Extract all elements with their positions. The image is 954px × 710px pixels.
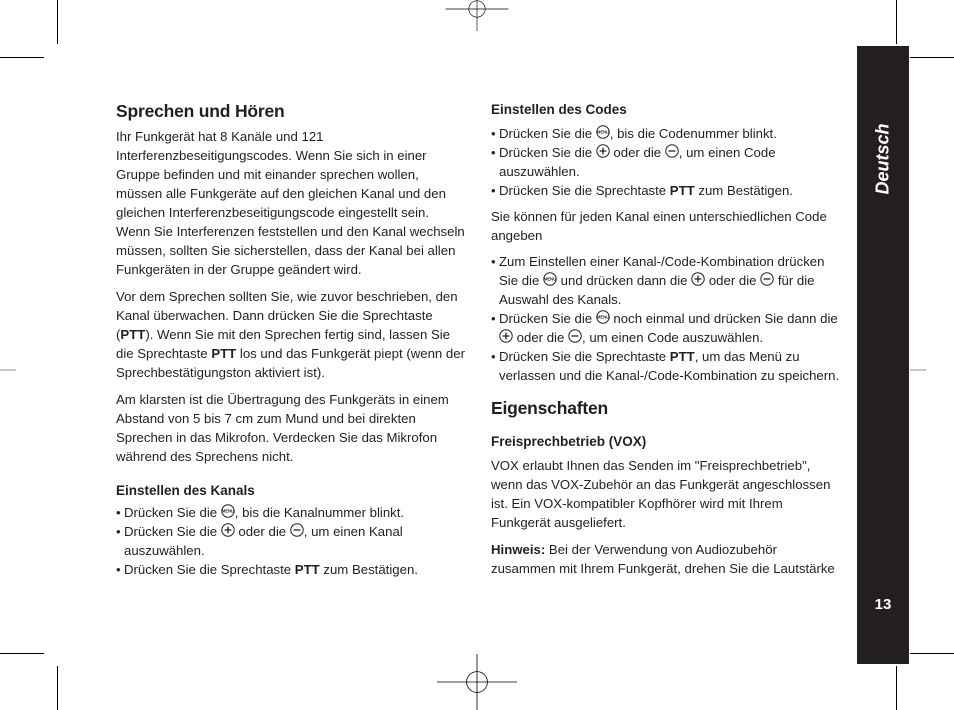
- list-item: • Drücken Sie die Sprechtaste PTT zum Bestätigen.: [491, 181, 843, 200]
- ptt-label: PTT: [294, 562, 320, 577]
- list-item: • Drücken Sie die Sprechtaste PTT zum Bestätigen.: [116, 560, 466, 579]
- registration-mark-bottom: [427, 654, 527, 710]
- language-label-box: [857, 104, 909, 214]
- ptt-label: PTT: [120, 327, 146, 342]
- list-item: • Drücken Sie die Sprechtaste PTT, um das Menü zu verlassen und die Kanal-/Code-Kombination zu speichern.: [491, 347, 843, 385]
- crop-mark-tr-h: [910, 57, 954, 58]
- language-label: Deutsch: [872, 123, 893, 195]
- ptt-label: PTT: [669, 183, 695, 198]
- section-heading-speak: Sprechen und Hören: [116, 101, 285, 121]
- minus-button-icon: [665, 144, 679, 158]
- left-column: [116, 100, 466, 579]
- registration-mark-right: [910, 305, 954, 405]
- right-column: [491, 100, 843, 578]
- section-heading-features: Eigenschaften: [491, 398, 609, 418]
- registration-mark-left: [0, 305, 44, 405]
- paragraph-code-per-channel: Sie können für jeden Kanal einen unterschiedlichen Code angeben: [491, 209, 827, 243]
- list-item: • Drücken Sie die noch einmal und drücken Sie dann die oder die , um einen Code auszuwählen.: [491, 309, 843, 347]
- crop-mark-br-h: [910, 653, 954, 654]
- paragraph-vox: VOX erlaubt Ihnen das Senden im "Freisprechbetrieb", wenn das VOX-Zubehör an das Funkgerät angeschlossen ist. Ein VOX-kompatibler Kopfhörer wird mit Ihrem Funkgerät ausgeliefert.: [491, 458, 831, 530]
- minus-button-icon: [290, 523, 304, 537]
- paragraph-before-speaking: Vor dem Sprechen sollten Sie, wie zuvor beschrieben, den Kanal überwachen. Dann drücken Sie die Sprechtaste (PTT). Wenn Sie mit den Sprechen fertig sind, lassen Sie die Sprechtaste PTT los und das Funkgerät piept (wenn der Sprechbestätigungston aktiviert ist).: [116, 289, 465, 380]
- minus-button-icon: [568, 329, 582, 343]
- crop-mark-br-v: [896, 666, 897, 710]
- subheading-set-code: Einstellen des Codes: [491, 102, 627, 117]
- subheading-vox: Freisprechbetrieb (VOX): [491, 434, 647, 449]
- plus-button-icon: [691, 272, 705, 286]
- plus-button-icon: [499, 329, 513, 343]
- page-number: 13: [874, 596, 892, 613]
- list-item: • Drücken Sie die , bis die Kanalnummer blinkt.: [116, 503, 466, 522]
- list-item: • Drücken Sie die oder die , um einen Code auszuwählen.: [491, 143, 843, 181]
- crop-mark-tr-v: [896, 0, 897, 44]
- registration-mark-top: [427, 0, 527, 44]
- crop-mark-bl-v: [57, 666, 58, 710]
- note-label: Hinweis:: [491, 542, 546, 557]
- list-item: • Drücken Sie die , bis die Codenummer blinkt.: [491, 124, 843, 143]
- list-item: • Zum Einstellen einer Kanal-/Code-Kombination drücken Sie die und drücken dann die oder die für die Auswahl des Kanals.: [491, 252, 843, 309]
- plus-button-icon: [221, 523, 235, 537]
- crop-mark-tl-h: [0, 57, 44, 58]
- paragraph-distance: Am klarsten ist die Übertragung des Funkgeräts in einem Abstand von 5 bis 7 cm zum Mund und bei direkten Sprechen in das Mikrofon. Verdecken Sie das Mikrofon während des Sprechens nicht.: [116, 392, 449, 464]
- minus-button-icon: [760, 272, 774, 286]
- menu-button-icon: [596, 125, 610, 139]
- crop-mark-tl-v: [57, 0, 58, 44]
- menu-button-icon: [596, 310, 610, 324]
- menu-button-icon: [543, 272, 557, 286]
- ptt-label: PTT: [211, 346, 237, 361]
- subheading-set-channel: Einstellen des Kanals: [116, 483, 255, 498]
- paragraph-note: Hinweis: Bei der Verwendung von Audiozubehör zusammen mit Ihrem Funkgerät, drehen Sie die Lautstärke: [491, 542, 835, 576]
- paragraph-channels: Ihr Funkgerät hat 8 Kanäle und 121 Interferenzbeseitigungscodes. Wenn Sie sich in einer Gruppe befinden und mit einander sprechen wollen, müssen alle Funkgeräte auf den gleichen Kanal und den gleichen Interferenzbeseitigungscode eingestellt sein. Wenn Sie Interferenzen feststellen und den Kanal wechseln müssen, sollten Sie sicherstellen, dass der Kanal bei allen Funkgeräten in der Gruppe geändert wird.: [116, 129, 465, 277]
- language-tab: [857, 46, 909, 664]
- crop-mark-bl-h: [0, 653, 44, 654]
- ptt-label: PTT: [669, 349, 695, 364]
- plus-button-icon: [596, 144, 610, 158]
- list-item: • Drücken Sie die oder die , um einen Kanal auszuwählen.: [116, 522, 466, 560]
- menu-button-icon: [221, 504, 235, 518]
